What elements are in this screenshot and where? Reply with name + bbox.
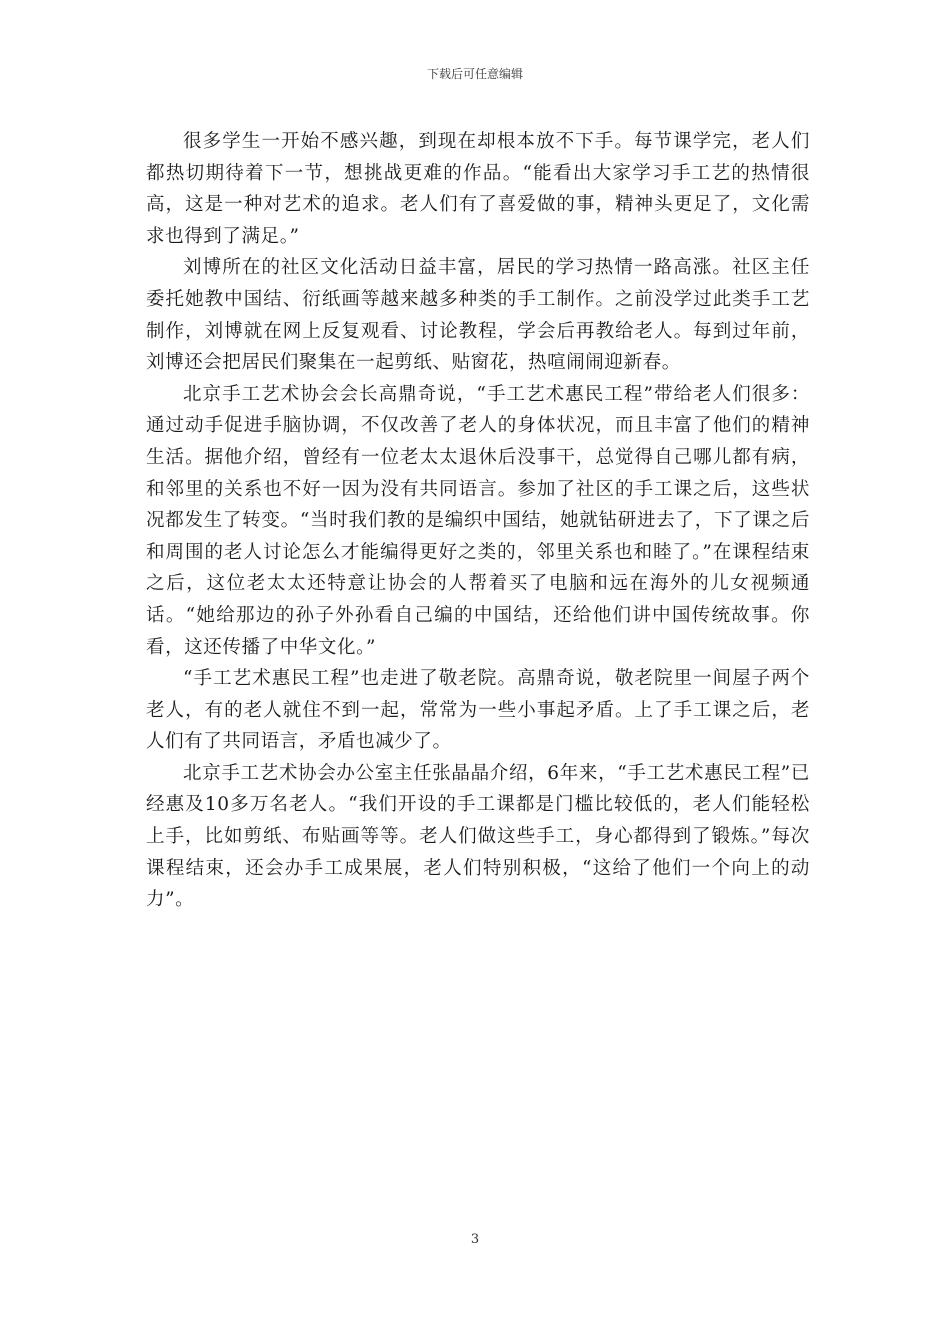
document-body (146, 126, 810, 916)
paragraph-4: “手工艺术惠民工程”也走进了敬老院。高鼎奇说，敬老院里一间屋子两个老人，有的老人就住不到一起，常常为一些小事起矛盾。上了手工课之后，老人们有了共同语言，矛盾也减少了。 (146, 668, 810, 753)
paragraph-3: 北京手工艺术协会会长高鼎奇说，“手工艺术惠民工程”带给老人们很多：通过动手促进手脑协调，不仅改善了老人的身体状况，而且丰富了他们的精神生活。据他介绍，曾经有一位老太太退休后没事干，总觉得自己哪儿都有病，和邻里的关系也不好一因为没有共同语言。参加了社区的手工课之后，这些状况都发生了转变。“当时我们教的是编织中国结，她就钻研进去了，下了课之后和周围的老人讨论怎么才能编得更好之类的，邻里关系也和睦了。”在课程结束之后，这位老太太还特意让协会的人帮着买了电脑和远在海外的儿女视频通话。“她给那边的孙子外孙看自己编的中国结，还给他们讲中国传统故事。你看，这还传播了中华文化。” (146, 383, 810, 658)
page-header: 下载后可任意编辑 (426, 67, 523, 81)
paragraph-2: 刘博所在的社区文化活动日益丰富，居民的学习热情一路高涨。社区主任委托她教中国结、衍纸画等越来越多种类的手工制作。之前没学过此类手工艺制作，刘博就在网上反复观看、讨论教程，学会后再教给老人。每到过年前，刘博还会把居民们聚集在一起剪纸、贴窗花，热喧闹闹迎新春。 (146, 257, 810, 374)
paragraph-1: 很多学生一开始不感兴趣，到现在却根本放不下手。每节课学完，老人们都热切期待着下一节，想挑战更难的作品。“能看出大家学习手工艺的热情很高，这是一种对艺术的追求。老人们有了喜爱做的事，精神头更足了，文化需求也得到了满足。” (146, 131, 810, 247)
paragraph-5: 北京手工艺术协会办公室主任张晶晶介绍，6年来，“手工艺术惠民工程”已经惠及10多万名老人。“我们开设的手工课都是门槛比较低的，老人们能轻松上手，比如剪纸、布贴画等等。老人们做这些手工，身心都得到了锻炼。”每次课程结束，还会办手工成果展，老人们特别积极，“这给了他们一个向上的动力”。 (146, 762, 810, 911)
page-number: 3 (470, 1232, 480, 1247)
